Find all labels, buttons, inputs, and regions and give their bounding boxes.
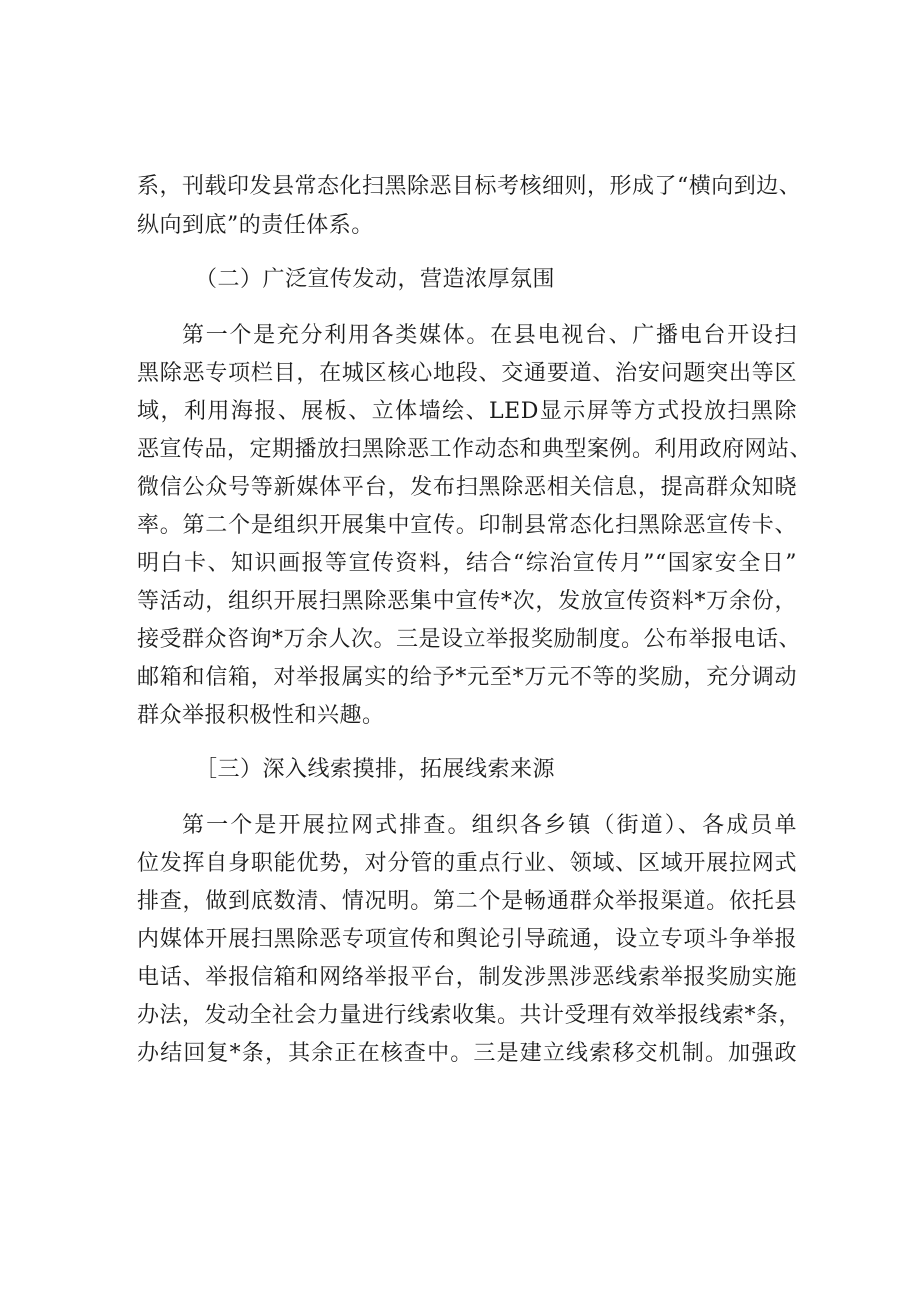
paragraph-line: 恶宣传品，定期播放扫黑除恶工作动态和典型案例。利用政府网站、 xyxy=(137,437,813,462)
paragraph-line: 内媒体开展扫黑除恶专项宣传和舆论引导疏通，设立专项斗争举报 xyxy=(137,927,797,952)
paragraph-line: 办结回复*条，其余正在核查中。三是建立线索移交机制。加强政 xyxy=(137,1041,797,1066)
paragraph-line: 明白卡、知识画报等宣传资料，结合“综治宣传月”“国家安全日” xyxy=(137,551,797,576)
paragraph-line: 群众举报积极性和兴趣。 xyxy=(137,703,385,728)
paragraph-line: 排查，做到底数清、情况明。第二个是畅通群众举报渠道。依托县 xyxy=(137,889,797,914)
paragraph-line: 位发挥自身职能优势，对分管的重点行业、领域、区域开展拉网式 xyxy=(137,851,797,876)
section-heading: ［三）深入线索摸排，拓展线索来源 xyxy=(195,757,556,782)
paragraph-line: 电话、举报信箱和网络举报平台，制发涉黑涉恶线索举报奖励实施 xyxy=(137,965,797,990)
paragraph-line: 纵向到底”的责任体系。 xyxy=(137,213,374,238)
paragraph-line: 系，刊载印发县常态化扫黑除恶目标考核细则，形成了“横向到边、 xyxy=(137,174,802,199)
paragraph-line: 第一个是开展拉网式排查。组织各乡镇（街道）、各成员单 xyxy=(182,813,797,838)
paragraph-line: 办法，发动全社会力量进行线索收集。共计受理有效举报线索*条， xyxy=(137,1003,802,1028)
paragraph-line: 第一个是充分利用各类媒体。在县电视台、广播电台开设扫 xyxy=(182,323,797,348)
paragraph-line: 邮箱和信箱，对举报属实的给予*元至*万元不等的奖励，充分调动 xyxy=(137,665,797,690)
paragraph-line: 接受群众咨询*万余人次。三是设立举报奖励制度。公布举报电话、 xyxy=(137,627,802,652)
section-heading: （二）广泛宣传发动，营造浓厚氛围 xyxy=(195,267,556,292)
paragraph-line: 黑除恶专项栏目，在城区核心地段、交通要道、治安问题突出等区 xyxy=(137,361,797,386)
paragraph-line: 等活动，组织开展扫黑除恶集中宣传*次，发放宣传资料*万余份， xyxy=(137,589,797,614)
paragraph-line: 域，利用海报、展板、立体墙绘、LED显示屏等方式投放扫黑除 xyxy=(137,399,797,424)
paragraph-line: 微信公众号等新媒体平台，发布扫黑除恶相关信息，提高群众知晓 xyxy=(137,475,797,500)
paragraph-line: 率。第二个是组织开展集中宣传。印制县常态化扫黑除恶宣传卡、 xyxy=(137,513,797,538)
